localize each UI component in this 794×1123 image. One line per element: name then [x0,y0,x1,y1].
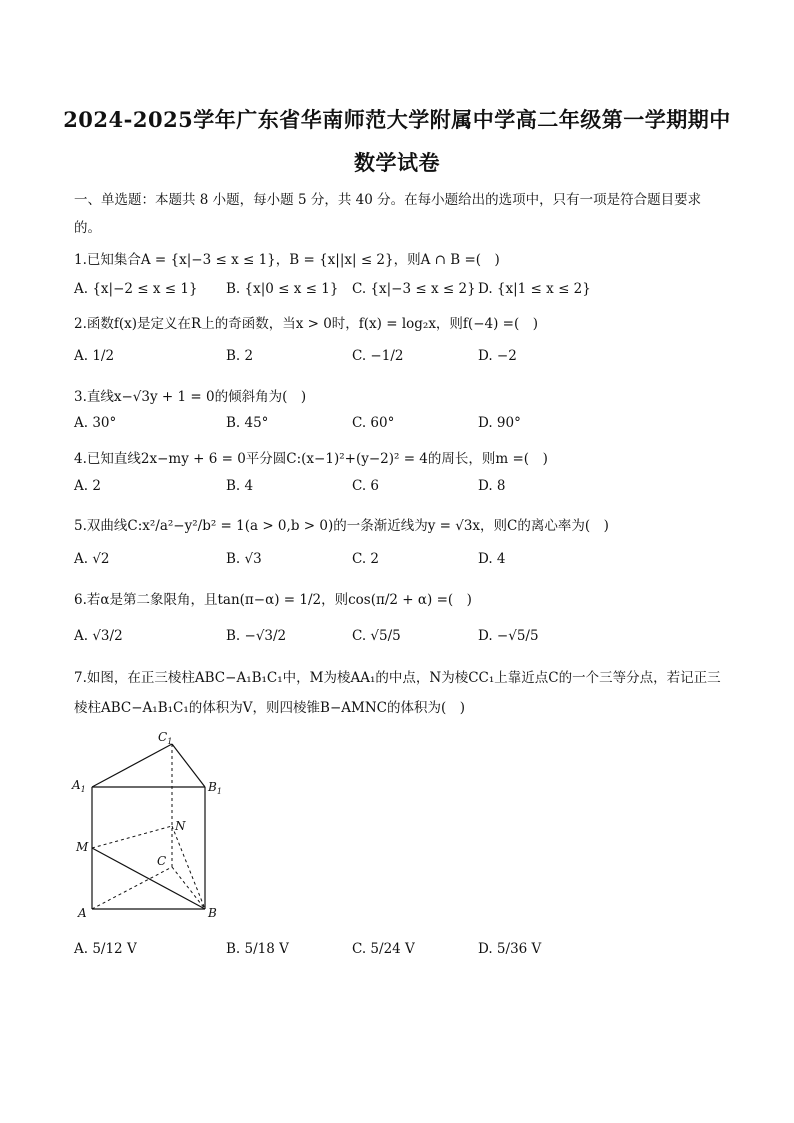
question-3-option-c[interactable]: C. 60° [352,415,395,431]
question-6-option-b[interactable]: B. −√3/2 [226,628,287,644]
question-5-option-a[interactable]: A. √2 [74,551,110,567]
question-1-option-a[interactable]: A. {x|−2 ≤ x ≤ 1} [74,281,198,297]
question-7-option-a[interactable]: A. 5/12 V [74,941,137,957]
question-2-stem: 2.函数f(x)是定义在R上的奇函数，当x > 0时，f(x) = log₂x，则f(−4) =( ) [74,316,539,332]
question-4-option-b[interactable]: B. 4 [226,478,254,494]
question-2-option-b[interactable]: B. 2 [226,348,254,364]
question-4-option-c[interactable]: C. 6 [352,478,380,494]
question-4-option-d[interactable]: D. 8 [478,478,506,494]
question-1-option-b[interactable]: B. {x|0 ≤ x ≤ 1} [226,281,339,297]
question-7-option-b[interactable]: B. 5/18 V [226,941,289,957]
page-title-line1: 2024-2025学年广东省华南师范大学附属中学高二年级第一学期期中 [63,107,731,132]
question-5-option-c[interactable]: C. 2 [352,551,380,567]
label-a: A [78,906,87,920]
question-3-option-d[interactable]: D. 90° [478,415,521,431]
question-1-option-c[interactable]: C. {x|−3 ≤ x ≤ 2} [352,281,476,297]
question-6-stem: 6.若α是第二象限角，且tan(π−α) = 1/2，则cos(π/2 + α) =( ) [74,592,472,608]
question-5-option-b[interactable]: B. √3 [226,551,262,567]
question-3-option-a[interactable]: A. 30° [74,415,117,431]
question-2-option-c[interactable]: C. −1/2 [352,348,404,364]
question-5-option-d[interactable]: D. 4 [478,551,506,567]
label-b1: $B_1$ [208,780,222,796]
question-2-option-a[interactable]: A. 1/2 [74,348,115,364]
question-6-option-d[interactable]: D. −√5/5 [478,628,539,644]
label-c1: $C_1$ [158,730,173,746]
question-7-option-c[interactable]: C. 5/24 V [352,941,415,957]
section-intro-line2: 的。 [74,220,101,236]
prism-diagram [70,727,250,922]
label-a1: $A_1$ [72,778,86,794]
section-intro-line1: 一、单选题：本题共 8 小题，每小题 5 分，共 40 分。在每小题给出的选项中，只有一项是符合题目要求 [74,192,702,208]
label-m: M [76,840,89,854]
question-1-option-d[interactable]: D. {x|1 ≤ x ≤ 2} [478,281,591,297]
prism-figure [70,727,250,922]
question-7-stem-line1: 7.如图，在正三棱柱ABC−A₁B₁C₁中，M为棱AA₁的中点，N为棱CC₁上靠近点C的一个三等分点，若记正三 [74,670,721,686]
question-4-stem: 4.已知直线2x−my + 6 = 0平分圆C:(x−1)²+(y−2)² = 4的周长，则m =( ) [74,451,548,467]
question-5-stem: 5.双曲线C:x²/a²−y²/b² = 1(a > 0,b > 0)的一条渐近线为y = √3x，则C的离心率为( ) [74,518,609,534]
question-2-option-d[interactable]: D. −2 [478,348,517,364]
question-3-option-b[interactable]: B. 45° [226,415,269,431]
question-1-stem: 1.已知集合A = {x|−3 ≤ x ≤ 1}，B = {x||x| ≤ 2}，则A ∩ B =( ) [74,252,500,268]
question-7-stem-line2: 棱柱ABC−A₁B₁C₁的体积为V，则四棱锥B−AMNC的体积为( ) [74,700,466,716]
page-title-line2: 数学试卷 [354,150,440,175]
label-b: B [208,906,217,920]
label-n: N [175,819,186,833]
label-c: C [157,854,167,868]
question-6-option-a[interactable]: A. √3/2 [74,628,123,644]
question-7-option-d[interactable]: D. 5/36 V [478,941,542,957]
question-4-option-a[interactable]: A. 2 [74,478,101,494]
question-3-stem: 3.直线x−√3y + 1 = 0的倾斜角为( ) [74,389,307,405]
question-6-option-c[interactable]: C. √5/5 [352,628,401,644]
